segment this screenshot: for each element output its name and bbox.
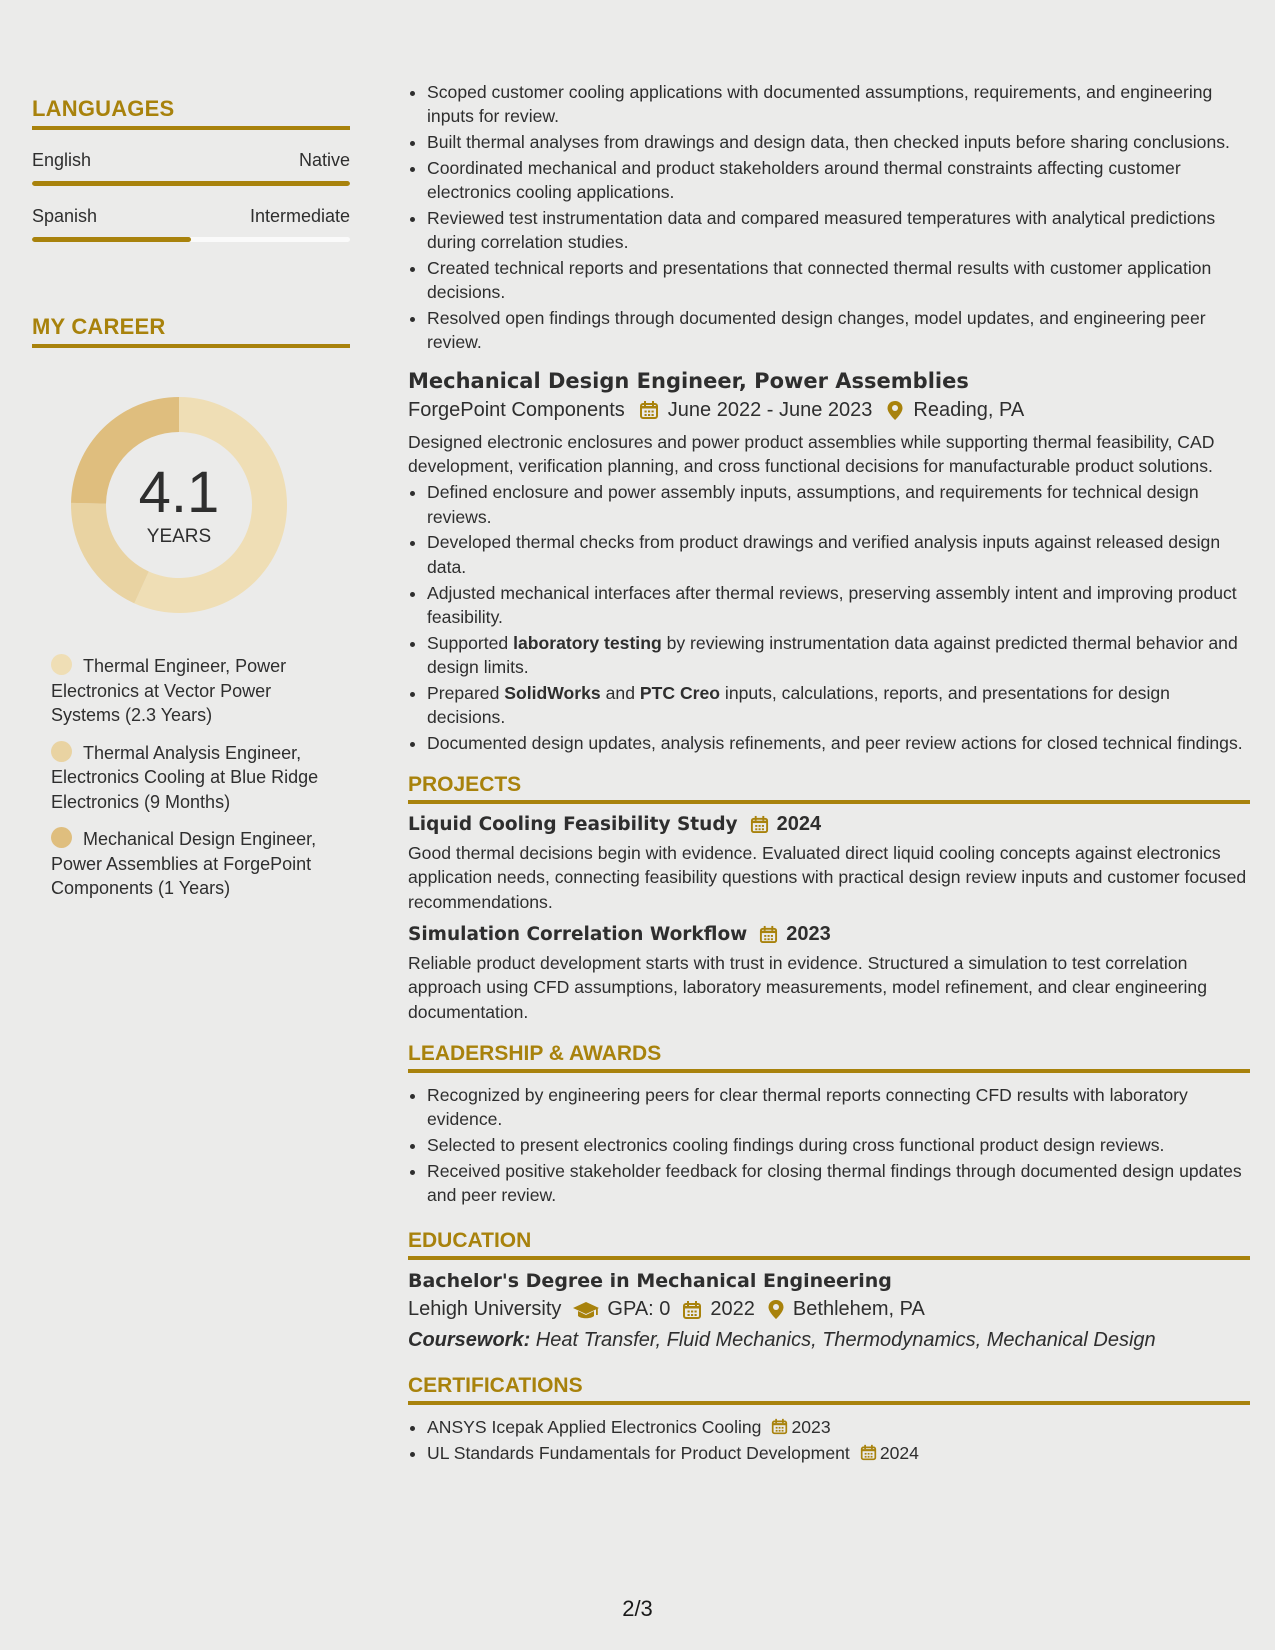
career-heading: MY CAREER bbox=[32, 314, 350, 348]
career-total-unit: YEARS bbox=[146, 526, 212, 547]
language-level: Intermediate bbox=[249, 206, 350, 226]
project-year: 2024 bbox=[776, 813, 822, 836]
legend-item bbox=[51, 827, 341, 901]
bullet-text: Prepared bbox=[427, 682, 505, 703]
project-year: 2023 bbox=[786, 923, 831, 946]
page-number: 2/3 bbox=[622, 1596, 653, 1621]
certification-item bbox=[427, 1441, 1250, 1465]
bullet-item: • Received positive stakeholder feedback for closing thermal findings through documented design updates and peer review. bbox=[427, 1159, 1250, 1208]
legend-item bbox=[51, 741, 341, 815]
calendar-icon bbox=[682, 1300, 702, 1320]
bullet-item: • Built thermal analyses from drawings and design data, then checked inputs before sharing conclusions. bbox=[427, 130, 1250, 154]
bullet-text: by reviewing instrumentation data against predicted thermal behavior and design limits. bbox=[427, 632, 1238, 677]
job-company: ForgePoint Components bbox=[408, 398, 625, 421]
bullet-item: • Defined enclosure and power assembly inputs, assumptions, and requirements for technical design reviews. bbox=[427, 480, 1250, 529]
calendar-icon bbox=[639, 400, 659, 420]
bullet-item: • Developed thermal checks from product drawings and verified analysis inputs against released design data. bbox=[427, 530, 1250, 579]
certification-name: UL Standards Fundamentals for Product Development bbox=[427, 1443, 850, 1464]
leadership-heading: LEADERSHIP & AWARDS bbox=[408, 1042, 1250, 1073]
bullet-item: • Reviewed test instrumentation data and compared measured temperatures with analytical predictions during correlation studies. bbox=[427, 206, 1250, 255]
bullet-text: inputs, calculations, reports, and presentations for design decisions. bbox=[427, 682, 1170, 728]
sidebar bbox=[32, 96, 350, 914]
certification-item bbox=[427, 1415, 1250, 1439]
career-total-years: 4.1 bbox=[138, 460, 220, 525]
job-bullets bbox=[408, 480, 1250, 755]
bullet-item: • Selected to present electronics cooling findings during cross functional product design reviews. bbox=[427, 1133, 1250, 1157]
map-pin-icon bbox=[886, 400, 904, 421]
bullet-item: • Created technical reports and presentations that connected thermal results with customer application decisions. bbox=[427, 256, 1250, 305]
project-description: Good thermal decisions begin with evidence. Evaluated direct liquid cooling concepts against electronics application needs, connecting feasibility questions with practical design review inputs and customer focused recommendations. bbox=[408, 843, 1247, 912]
legend-label: Thermal Analysis Engineer, Electronics Cooling at Blue Ridge Electronics (9 Months) bbox=[51, 742, 319, 812]
language-proficiency-fill bbox=[32, 237, 191, 242]
bullet-item: • Coordinated mechanical and product stakeholders around thermal constraints affecting customer electronics cooling applications. bbox=[427, 156, 1250, 205]
bullet-keyword: SolidWorks bbox=[504, 682, 601, 703]
career-legend bbox=[51, 654, 341, 901]
certification-year: 2023 bbox=[791, 1417, 831, 1438]
bullet-item: • Documented design updates, analysis refinements, and peer review actions for closed technical findings. bbox=[427, 731, 1250, 755]
calendar-icon bbox=[750, 815, 769, 834]
legend-label: Mechanical Design Engineer, Power Assemblies at ForgePoint Components (1 Years) bbox=[51, 829, 317, 898]
certification-name: ANSYS Icepak Applied Electronics Cooling bbox=[427, 1417, 762, 1438]
projects-heading: PROJECTS bbox=[408, 773, 1250, 804]
graduation-year: 2022 bbox=[710, 1298, 755, 1321]
graduation-cap-icon bbox=[573, 1300, 599, 1320]
coursework-list: Heat Transfer, Fluid Mechanics, Thermodynamics, Mechanical Design bbox=[530, 1329, 1156, 1352]
leadership-list bbox=[408, 1083, 1250, 1207]
certification-year: 2024 bbox=[879, 1443, 919, 1464]
map-pin-icon bbox=[767, 1299, 785, 1320]
calendar-icon bbox=[860, 1444, 877, 1461]
job-dates: June 2022 - June 2023 bbox=[667, 398, 873, 421]
bullet-keyword: laboratory testing bbox=[513, 632, 662, 653]
project-description: Reliable product development starts with trust in evidence. Structured a simulation to test correlation approach using CFD assumptions, laboratory measurements, model refinement, and clear engineering documentation. bbox=[408, 953, 1207, 1022]
language-proficiency-bar bbox=[32, 237, 350, 242]
languages-heading: LANGUAGES bbox=[32, 96, 350, 130]
coursework-label: Coursework: bbox=[408, 1329, 531, 1352]
project-item bbox=[408, 813, 1250, 914]
job-location: Reading, PA bbox=[913, 398, 1025, 421]
job-summary: Designed electronic enclosures and power product assemblies while supporting thermal feasibility, CAD development, verification planning, and cross functional decisions for manufacturable product solutions. bbox=[408, 431, 1215, 477]
bullet-text: Supported bbox=[427, 632, 514, 653]
legend-label: Thermal Engineer, Power Electronics at Vector Power Systems (2.3 Years) bbox=[51, 656, 287, 725]
bullet-item: • Resolved open findings through documented design changes, model updates, and engineering peer review. bbox=[427, 306, 1250, 355]
legend-item bbox=[51, 654, 341, 728]
bullet-item: • Scoped customer cooling applications with documented assumptions, requirements, and engineering inputs for review. bbox=[427, 80, 1250, 129]
main-content bbox=[408, 80, 1250, 1467]
language-item bbox=[32, 150, 350, 186]
certifications-heading: CERTIFICATIONS bbox=[408, 1374, 1250, 1405]
legend-swatch bbox=[51, 654, 72, 675]
education-heading: EDUCATION bbox=[408, 1229, 1250, 1260]
job-meta bbox=[408, 399, 1250, 422]
language-name: Spanish bbox=[32, 206, 98, 226]
school-location: Bethlehem, PA bbox=[792, 1298, 925, 1321]
school-name: Lehigh University bbox=[408, 1298, 562, 1321]
career-donut-chart bbox=[64, 390, 294, 620]
bullet-item bbox=[427, 681, 1250, 730]
degree-title: Bachelor's Degree in Mechanical Engineering bbox=[408, 1270, 892, 1293]
language-proficiency-bar bbox=[32, 181, 350, 186]
coursework bbox=[408, 1329, 1250, 1352]
project-item bbox=[408, 923, 1250, 1024]
bullet-item: • Adjusted mechanical interfaces after thermal reviews, preserving assembly intent and improving product feasibility. bbox=[427, 581, 1250, 630]
certifications-list bbox=[408, 1415, 1250, 1465]
language-item bbox=[32, 206, 350, 242]
bullet-keyword: PTC Creo bbox=[639, 682, 721, 703]
language-level: Native bbox=[298, 150, 350, 170]
legend-swatch bbox=[51, 827, 72, 848]
job-title: Mechanical Design Engineer, Power Assemblies bbox=[408, 368, 969, 393]
project-name: Simulation Correlation Workflow bbox=[408, 924, 748, 946]
calendar-icon bbox=[771, 1418, 788, 1435]
calendar-icon bbox=[759, 925, 778, 944]
legend-swatch bbox=[51, 741, 72, 762]
bullet-item: • Recognized by engineering peers for clear thermal reports connecting CFD results with laboratory evidence. bbox=[427, 1083, 1250, 1132]
language-name: English bbox=[32, 150, 92, 170]
gpa: GPA: 0 bbox=[607, 1298, 671, 1321]
bullet-item bbox=[427, 631, 1250, 680]
project-name: Liquid Cooling Feasibility Study bbox=[408, 814, 738, 836]
language-proficiency-fill bbox=[32, 181, 350, 186]
education-meta bbox=[408, 1298, 1250, 1321]
bullet-text: and bbox=[600, 682, 640, 703]
previous-job-bullets bbox=[408, 80, 1250, 355]
